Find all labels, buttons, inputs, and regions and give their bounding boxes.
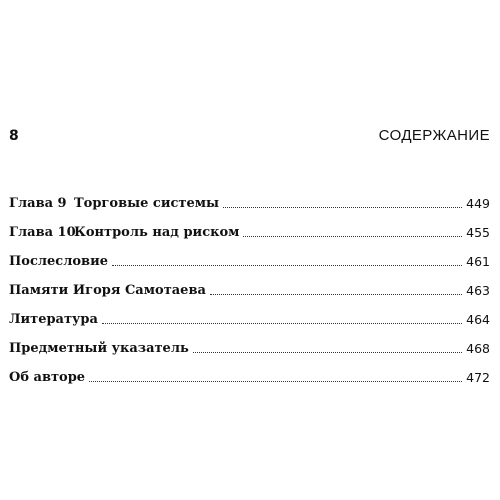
entry-title: Торговые системы bbox=[74, 196, 220, 211]
toc-entry bbox=[9, 269, 490, 298]
section-title: СОДЕРЖАНИЕ bbox=[378, 127, 490, 144]
toc-entry bbox=[9, 356, 490, 385]
chapter-label: Глава 10 bbox=[9, 225, 76, 240]
toc-entry bbox=[9, 182, 490, 211]
page-ref: 455 bbox=[466, 225, 490, 240]
page-ref: 468 bbox=[466, 341, 490, 356]
toc-entry bbox=[9, 240, 490, 269]
page-number: 8 bbox=[9, 128, 19, 144]
entry-title: Предметный указатель bbox=[9, 341, 189, 356]
dot-leader bbox=[112, 264, 462, 266]
page-ref: 472 bbox=[466, 370, 490, 385]
toc-entry bbox=[9, 327, 490, 356]
dot-leader bbox=[210, 293, 462, 295]
dot-leader bbox=[243, 235, 462, 237]
page-ref: 463 bbox=[466, 283, 490, 298]
running-head bbox=[9, 127, 490, 147]
entry-title: Литература bbox=[9, 312, 98, 327]
page-ref: 461 bbox=[466, 254, 490, 269]
dot-leader bbox=[89, 380, 462, 382]
dot-leader bbox=[193, 351, 462, 353]
entry-title: Памяти Игоря Самотаева bbox=[9, 283, 206, 298]
page-ref: 449 bbox=[466, 196, 490, 211]
chapter-label: Глава 9 bbox=[9, 196, 67, 211]
page-ref: 464 bbox=[466, 312, 490, 327]
dot-leader bbox=[102, 322, 462, 324]
entry-title: Об авторе bbox=[9, 370, 86, 385]
table-of-contents bbox=[9, 182, 490, 385]
dot-leader bbox=[223, 206, 462, 208]
entry-title: Контроль над риском bbox=[74, 225, 240, 240]
toc-entry bbox=[9, 211, 490, 240]
entry-title: Послесловие bbox=[9, 254, 108, 269]
toc-entry bbox=[9, 298, 490, 327]
